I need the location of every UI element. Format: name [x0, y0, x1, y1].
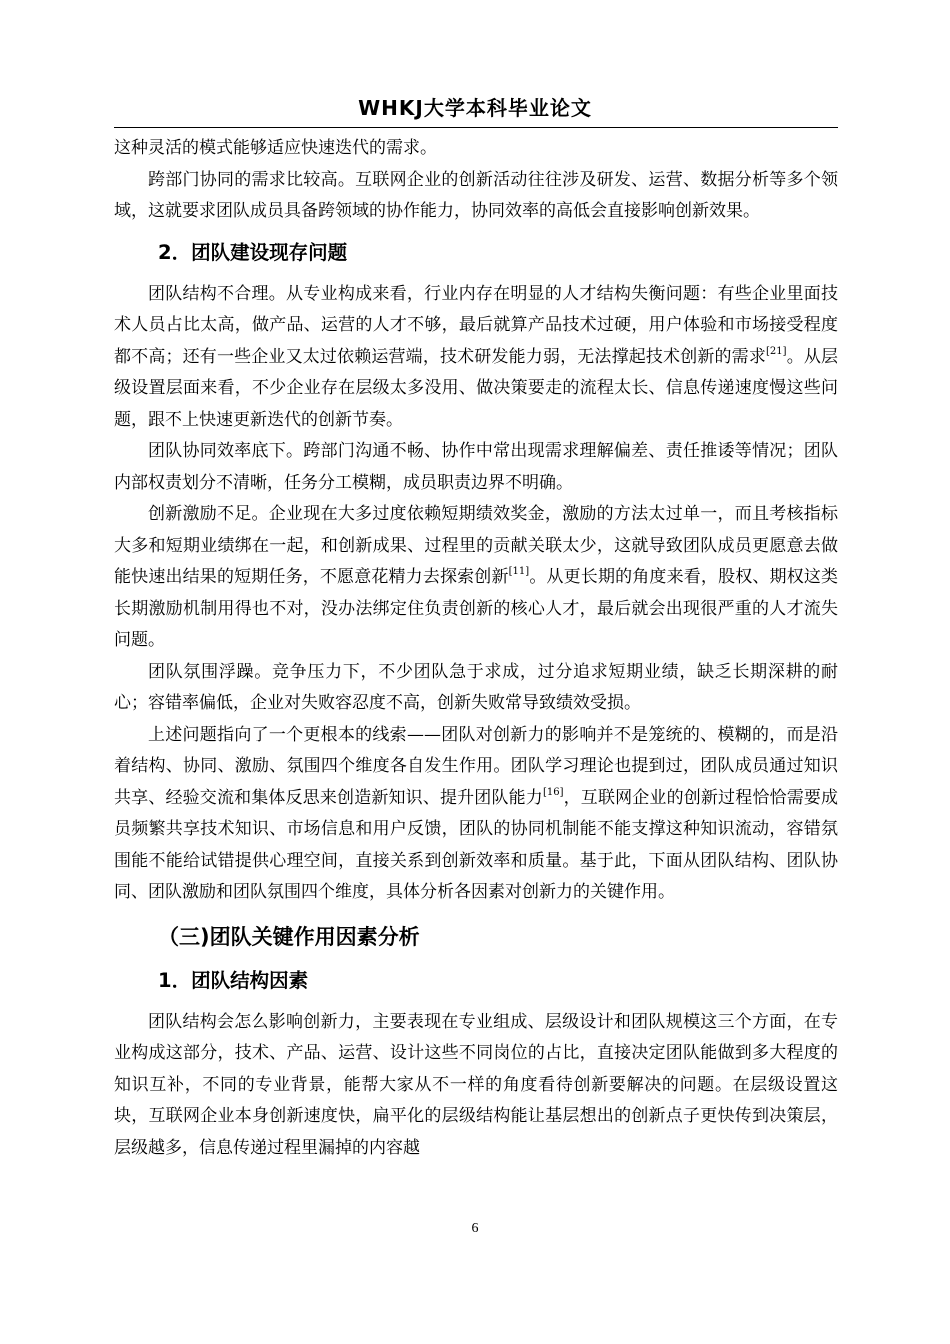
- page-number: 6: [471, 1221, 479, 1236]
- running-header: WHKJ大学本科毕业论文: [358, 96, 592, 120]
- header-rule: [114, 127, 838, 128]
- paragraph: 这种灵活的模式能够适应快速迭代的需求。: [114, 138, 437, 158]
- citation: [11]: [508, 566, 530, 577]
- citation: [21]: [766, 345, 787, 357]
- paragraph-text: 团队结构不合理。从专业构成来看，行业内存在明显的人才结构失衡问题：有些企业里面技术人员占比太高，做产品、运营的人才不够，最后就算产品技术过硬，用户体验和市场接受程度都不高；还有一些企业又太过依赖运营端，技术研发能力弱，无法撑起技术创新的需求: [114, 283, 838, 367]
- chapter-heading: （三)团队关键作用因素分析: [158, 924, 420, 949]
- paragraph: 团队协同效率底下。跨部门沟通不畅、协作中常出现需求理解偏差、责任推诿等情况；团队内部权责划分不清晰，任务分工模糊，成员职责边界不明确。: [114, 441, 838, 493]
- paragraph: [114, 720, 838, 909]
- paragraph: [114, 279, 838, 437]
- paragraph-text: 上述问题指向了一个更根本的线索——团队对创新力的影响并不是笼统的、模糊的，而是沿着结构、协同、激励、氛围四个维度各自发生作用。团队学习理论也提到过，团队成员通过知识共享、经验交流和集体反思来创造新知识、提升团队能力: [114, 724, 838, 808]
- paragraph: 团队结构会怎么影响创新力，主要表现在专业组成、层级设计和团队规模这三个方面，在专业构成这部分，技术、产品、运营、设计这些不同岗位的占比，直接决定团队能做到多大程度的知识互补，不同的专业背景，能帮大家从不一样的角度看待创新要解决的问题。在层级设置这块，互联网企业本身创新速度快，扁平化的层级结构能让基层想出的创新点子更快传到决策层，层级越多，信息传递过程里漏掉的内容越: [114, 1011, 838, 1158]
- paragraph: 团队氛围浮躁。竞争压力下，不少团队急于求成，过分追求短期业绩，缺乏长期深耕的耐心；容错率偏低，企业对失败容忍度不高，创新失败常导致绩效受损。: [114, 661, 838, 713]
- section-heading: 2．团队建设现存问题: [158, 240, 348, 264]
- paragraph: 跨部门协同的需求比较高。互联网企业的创新活动往往涉及研发、运营、数据分析等多个领域，这就要求团队成员具备跨领域的协作能力，协同效率的高低会直接影响创新效果。: [114, 169, 838, 221]
- paragraph-text: 。从层级设置层面来看，不少企业存在层级太多没用、做决策要走的流程太长、信息传递速度慢这些问题，跟不上快速更新迭代的创新节奏。: [114, 346, 839, 430]
- paragraph-text: 。从更长期的角度来看，股权、期权这类长期激励机制用得也不对，没办法绑定住负责创新的核心人才，最后就会出现很严重的人才流失问题。: [114, 567, 839, 650]
- paragraph-text: 创新激励不足。企业现在大多过度依赖短期绩效奖金，激励的方法太过单一，而且考核指标大多和短期业绩绑在一起，和创新成果、过程里的贡献关联太少，这就导致团队成员更愿意去做能快速出结果的短期任务，不愿意花精力去探索创新: [114, 504, 838, 587]
- body-text: [114, 133, 838, 1164]
- paragraph-text: ，互联网企业的创新过程恰恰需要成员频繁共享技术知识、市场信息和用户反馈，团队的协同机制能不能支撑这种知识流动，容错氛围能不能给试错提供心理空间，直接关系到创新效率和质量。基于此，下面从团队结构、团队协同、团队激励和团队氛围四个维度，具体分析各因素对创新力的关键作用。: [114, 787, 839, 902]
- section-heading: 1．团队结构因素: [158, 968, 309, 992]
- paragraph: [114, 499, 838, 657]
- citation: [16]: [542, 786, 564, 798]
